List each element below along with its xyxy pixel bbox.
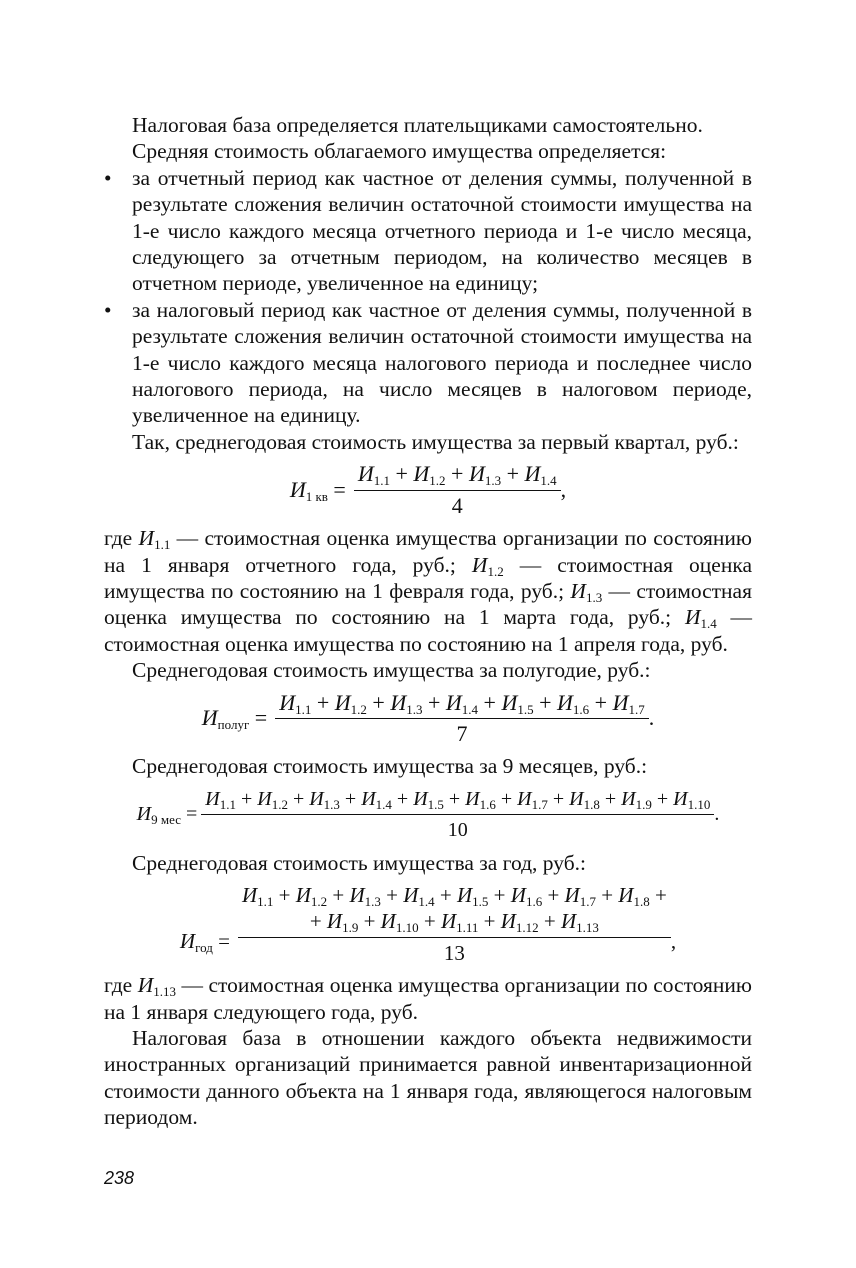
formula-numerator-line-2: + $И_{1.9} + И_{1.10} + И_{1.11} + И_{1.12} + И_{1.13}$ [309, 909, 599, 936]
paragraph-half-year: Среднегодовая стоимость имущества за полугодие, руб.: [132, 658, 651, 683]
bullet-item-tax-period [104, 297, 752, 429]
formula-numerator [238, 882, 671, 937]
formula-denominator: 10 [201, 814, 714, 843]
formula-denominator: 4 [354, 490, 561, 519]
formula-lhs: $И_{1 кв}$ = [289, 476, 346, 504]
formula-lhs: $И_{9 мес}$ = [136, 803, 198, 828]
formula-year [104, 882, 752, 966]
bullet-text: за налоговый период как частное от деления суммы, полученной в результате сложения величин остаточной стоимости имущества на 1-е число каждого месяца налогового периода и последнее число налогового периода, на число месяцев в налоговом периоде, увеличенное на единицу. [132, 297, 752, 428]
formula-nine-months [104, 786, 752, 844]
bullet-marker: • [104, 165, 112, 190]
page-body [104, 112, 752, 1131]
bullet-list [104, 165, 752, 429]
page-number: 238 [104, 1168, 135, 1188]
formula-end: , [560, 476, 567, 502]
bullet-item-reporting-period [104, 165, 752, 297]
formula-numerator: $И_{1.1} + И_{1.2} + И_{1.3} + И_{1.4} + И_{1.5} + И_{1.6} + И_{1.7}$ [279, 689, 645, 717]
paragraph-definitions-quarter: где $И_{1.1}$ — стоимостная оценка имущества организации по состоянию на 1 января отчетного года, руб.; $И_{1.2}$ — стоимостная оценка имущества по состоянию на 1 февраля года, руб.; $И_{1.3}$ — стоимостная оценка имущества по состоянию на 1 марта года, руб.; $И_{1.4}$ — стоимостная оценка имущества по состоянию на 1 апреля года, руб. [104, 526, 753, 656]
formula-lhs: $И_{полуг}$ = [201, 705, 268, 733]
formula-denominator: 13 [238, 937, 671, 966]
formula-numerator: $И_{1.1} + И_{1.2} + И_{1.3} + И_{1.4}$ [357, 461, 557, 489]
paragraph-tax-base: Налоговая база определяется плательщиками самостоятельно. [132, 113, 703, 137]
formula-fraction [201, 786, 714, 844]
paragraph-foreign-organizations: Налоговая база в отношении каждого объекта недвижимости иностранных организаций принимается равной инвентаризационной стоимости данного объекта на 1 января года, являющегося налоговым периодом. [104, 1026, 752, 1130]
formula-end: . [648, 705, 655, 731]
formula-end: . [714, 803, 720, 826]
formula-numerator: $И_{1.1} + И_{1.2} + И_{1.3} + И_{1.4} + И_{1.5} + И_{1.6} + И_{1.7} + И_{1.8} + И_{1.9} + И_{1.10}$ [205, 787, 711, 812]
paragraph-year: Среднегодовая стоимость имущества за год, руб.: [132, 850, 586, 875]
bullet-text: за отчетный период как частное от деления суммы, полученной в результате сложения величин остаточной стоимости имущества на 1-е число каждого месяца отчетного периода и 1-е число месяца, следующего за отчетным периодом, на количество месяцев в отчетном периоде, увеличенное на единицу; [132, 165, 752, 296]
formula-first-quarter [104, 461, 752, 519]
formula-half-year [104, 690, 752, 748]
paragraph-average-cost: Средняя стоимость облагаемого имущества определяется: [132, 139, 667, 164]
formula-end: , [670, 928, 677, 953]
formula-numerator-line-1: $И_{1.1} + И_{1.2} + И_{1.3} + И_{1.4} + И_{1.5} + И_{1.6} + И_{1.7} + И_{1.8}$ + [241, 882, 667, 909]
formula-denominator: 7 [275, 718, 649, 747]
formula-fraction [275, 690, 649, 748]
formula-fraction [238, 882, 671, 966]
formula-fraction [354, 461, 561, 519]
paragraph-nine-months: Среднегодовая стоимость имущества за 9 месяцев, руб.: [132, 754, 648, 779]
paragraph-definition-year: где $И_{1.13}$ — стоимостная оценка имущества организации по состоянию на 1 января следующего года, руб. [104, 973, 752, 1024]
formula-lhs: $И_{год}$ = [179, 928, 230, 955]
paragraph-first-quarter: Так, среднегодовая стоимость имущества за первый квартал, руб.: [132, 429, 739, 454]
bullet-marker: • [104, 297, 112, 322]
